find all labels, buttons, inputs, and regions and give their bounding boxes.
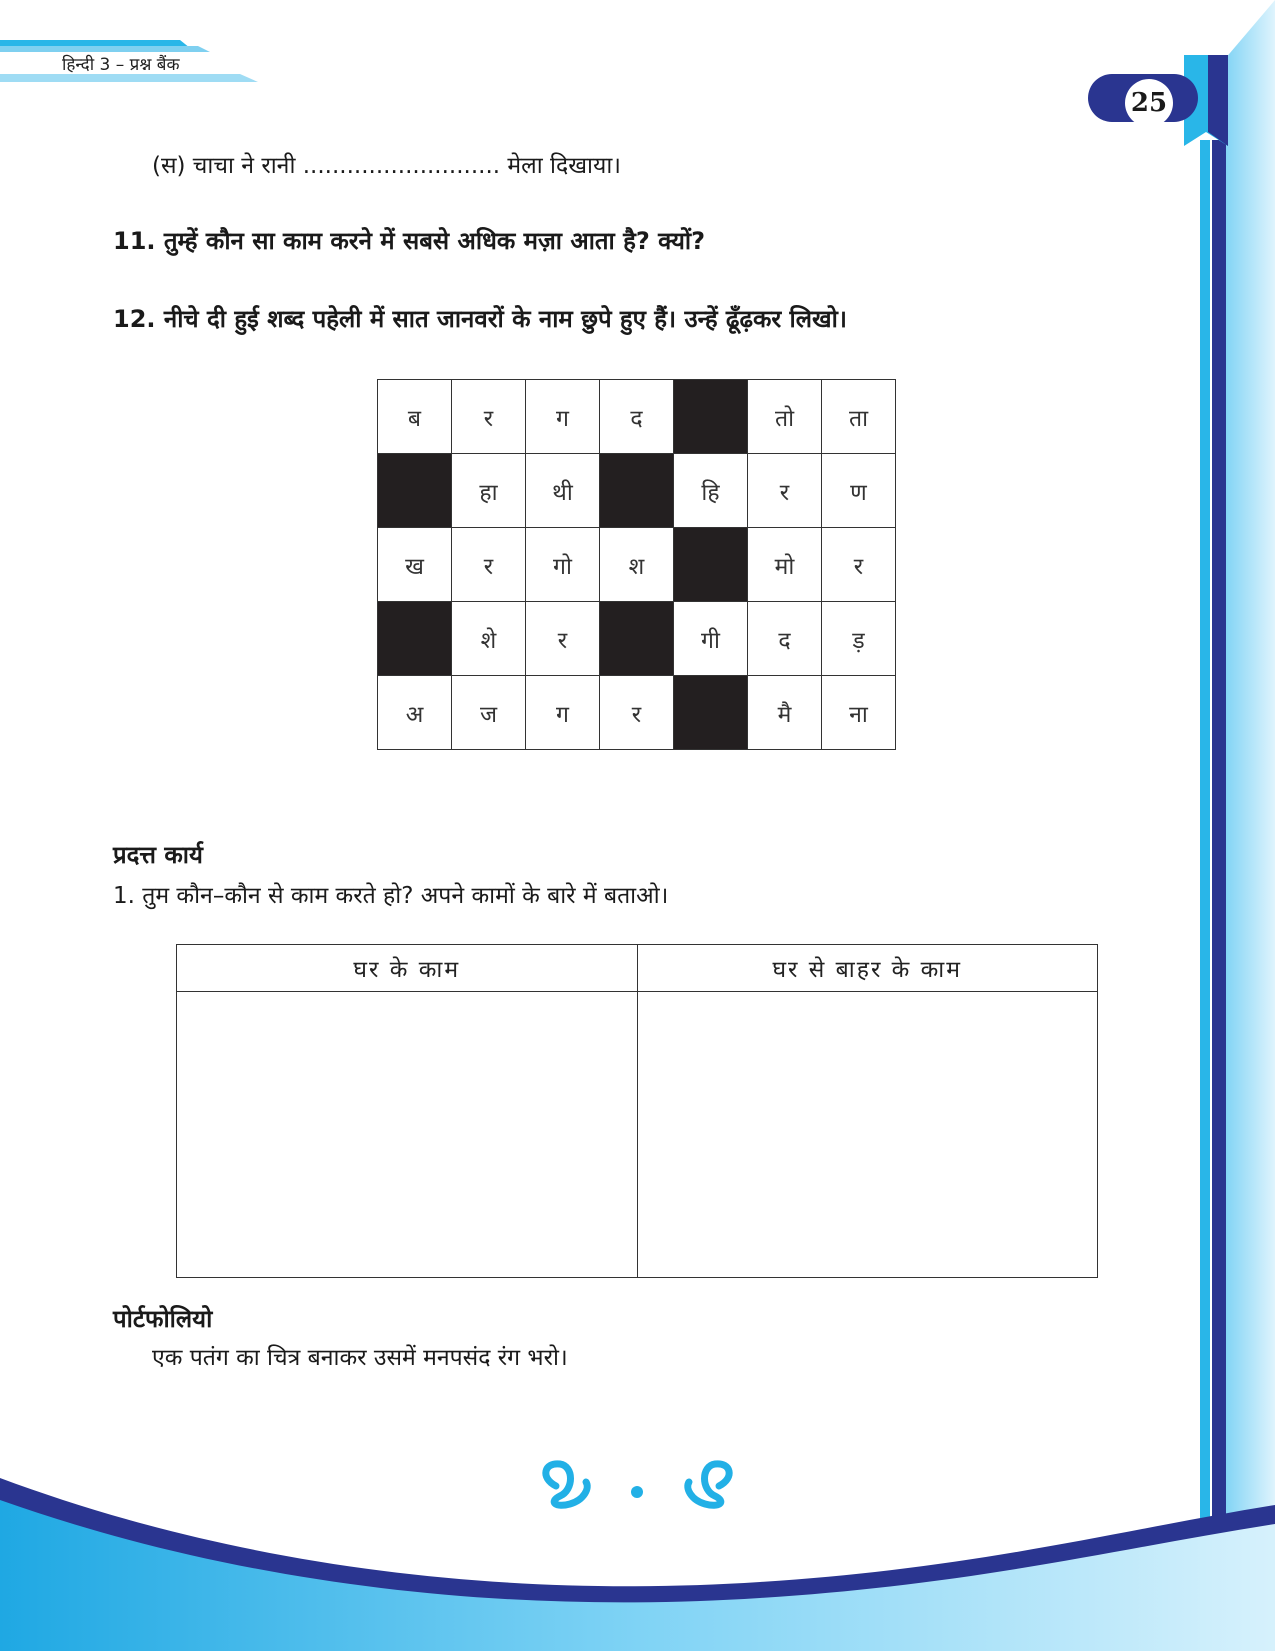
puzzle-cell: ण [822,454,896,528]
portfolio-text: एक पतंग का चित्र बनाकर उसमें मनपसंद रंग भरो। [152,1345,568,1371]
puzzle-cell-blocked [378,454,452,528]
puzzle-cell-blocked [674,528,748,602]
question-11: 11. तुम्हें कौन सा काम करने में सबसे अधिक मज़ा आता है? क्यों? [113,227,706,255]
puzzle-row [378,380,896,454]
puzzle-cell: थी [526,454,600,528]
puzzle-cell: द [600,380,674,454]
work-table-header-outside: घर से बाहर के काम [637,945,1098,992]
puzzle-cell: गो [526,528,600,602]
puzzle-cell: र [600,676,674,750]
puzzle-cell: र [822,528,896,602]
puzzle-cell-blocked [600,602,674,676]
puzzle-cell-blocked [674,380,748,454]
puzzle-cell: ना [822,676,896,750]
puzzle-cell: द [748,602,822,676]
puzzle-cell: र [748,454,822,528]
work-table-cell-home[interactable] [177,992,638,1278]
assigned-work-title: प्रदत्त कार्य [113,841,203,869]
puzzle-cell: ता [822,380,896,454]
puzzle-row [378,454,896,528]
puzzle-cell: र [526,602,600,676]
question-12: 12. नीचे दी हुई शब्द पहेली में सात जानवरों के नाम छुपे हुए हैं। उन्हें ढूँढ़कर लिखो। [113,305,847,333]
puzzle-cell-blocked [674,676,748,750]
puzzle-cell: शे [452,602,526,676]
puzzle-cell: अ [378,676,452,750]
page-number: 25 [1130,88,1168,118]
puzzle-cell: ब [378,380,452,454]
assigned-work-task: 1. तुम कौन–कौन से काम करते हो? अपने कामों के बारे में बताओ। [113,883,669,909]
puzzle-cell: र [452,380,526,454]
work-table [176,944,1098,1278]
puzzle-row [378,602,896,676]
puzzle-cell: हि [674,454,748,528]
puzzle-cell: र [452,528,526,602]
puzzle-cell-blocked [378,602,452,676]
puzzle-cell: तो [748,380,822,454]
puzzle-cell: ग [526,676,600,750]
puzzle-cell: मो [748,528,822,602]
puzzle-row [378,528,896,602]
puzzle-cell: गी [674,602,748,676]
puzzle-cell: ग [526,380,600,454]
puzzle-row [378,676,896,750]
puzzle-cell: श [600,528,674,602]
question-sa: (स) चाचा ने रानी ........................... मेला दिखाया। [152,153,621,179]
puzzle-cell: मै [748,676,822,750]
work-table-header-home: घर के काम [177,945,638,992]
puzzle-cell: ज [452,676,526,750]
puzzle-cell: हा [452,454,526,528]
puzzle-cell: ड़ [822,602,896,676]
word-puzzle-grid [377,379,896,750]
puzzle-cell-blocked [600,454,674,528]
portfolio-title: पोर्टफोलियो [113,1305,213,1333]
header-title: हिन्दी 3 – प्रश्न बैंक [62,55,180,75]
work-table-cell-outside[interactable] [637,992,1098,1278]
puzzle-cell: ख [378,528,452,602]
